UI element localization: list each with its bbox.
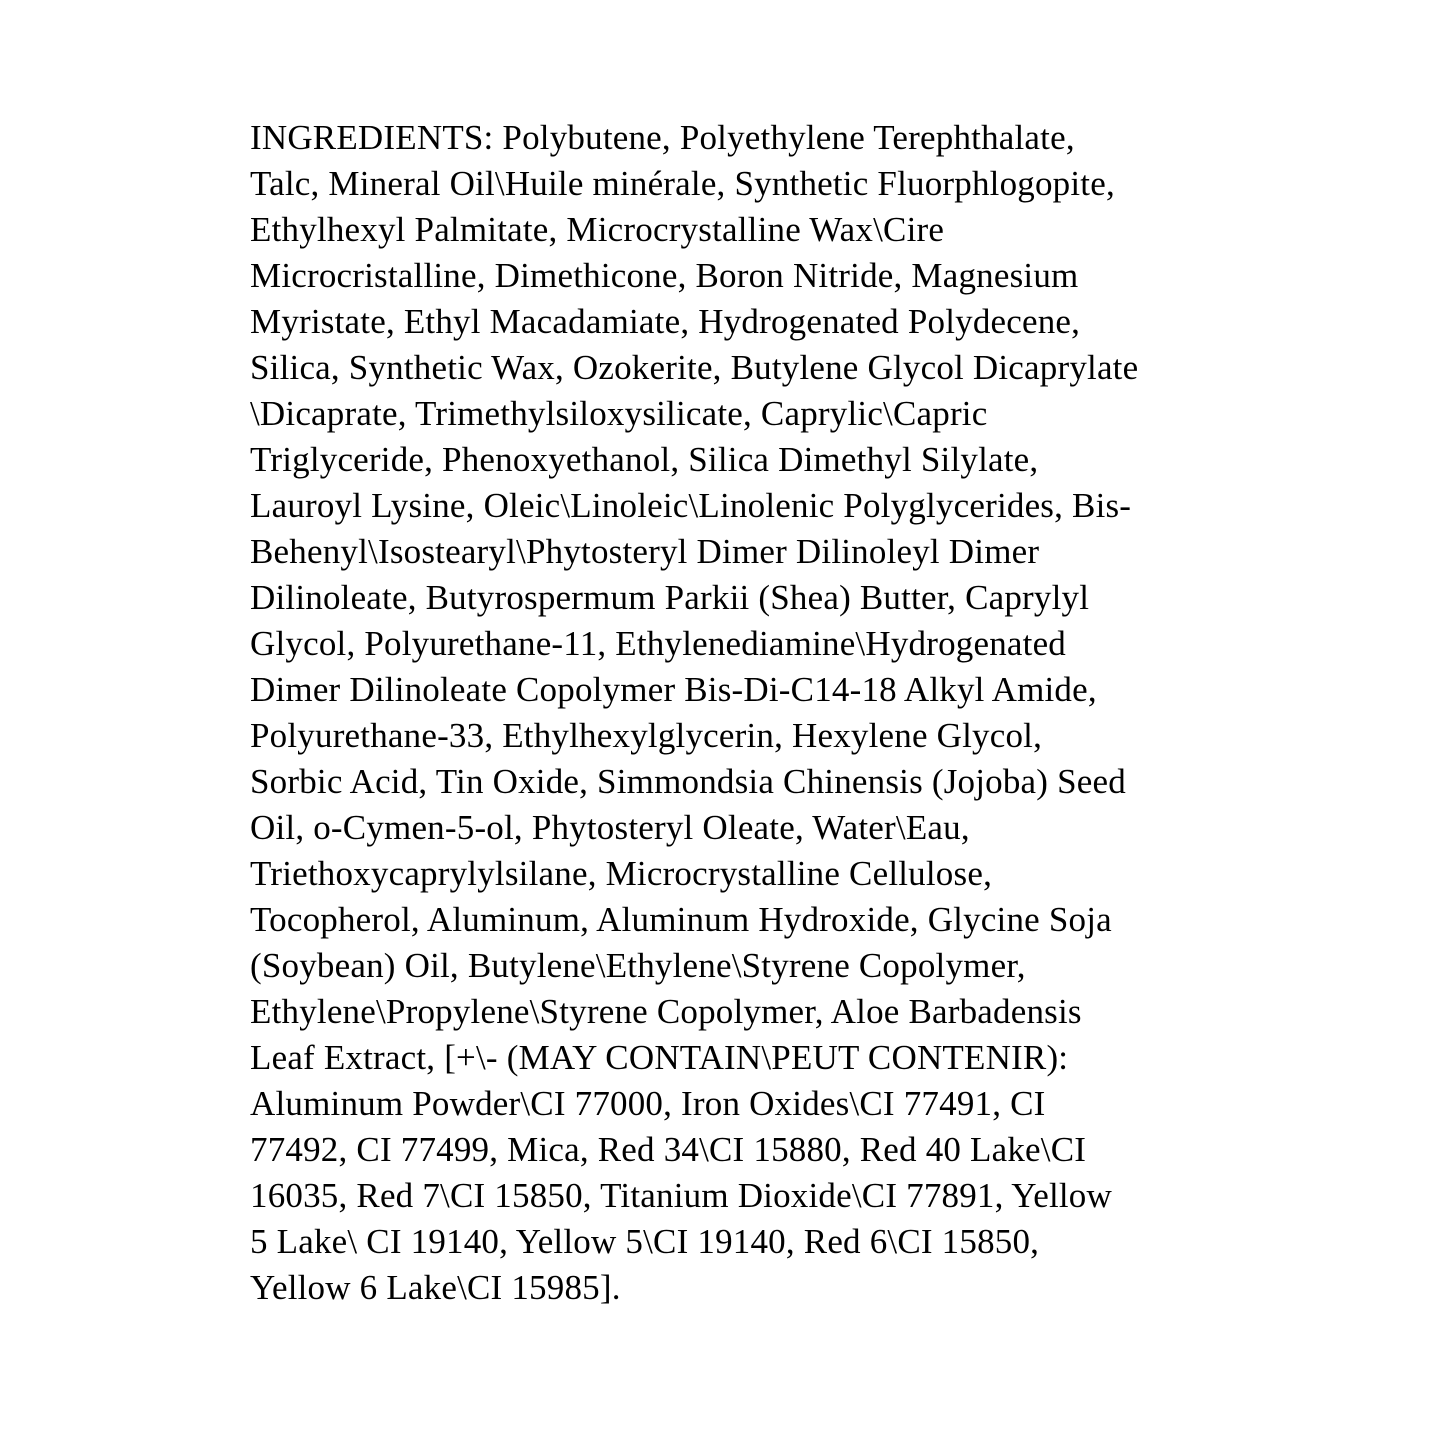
ingredients-line: Polyurethane-33, Ethylhexylglycerin, Hexylene Glycol, [250, 716, 1043, 755]
ingredients-line: Sorbic Acid, Tin Oxide, Simmondsia Chinensis (Jojoba) Seed [250, 762, 1126, 801]
ingredients-line: INGREDIENTS: Polybutene, Polyethylene Terephthalate, [250, 118, 1075, 157]
ingredients-line: Glycol, Polyurethane-11, Ethylenediamine\Hydrogenated [250, 624, 1067, 663]
ingredients-line: Leaf Extract, [+\- (MAY CONTAIN\PEUT CONTENIR): [250, 1038, 1069, 1077]
ingredients-line: Yellow 6 Lake\CI 15985]. [250, 1268, 621, 1307]
ingredients-line: Silica, Synthetic Wax, Ozokerite, Butylene Glycol Dicaprylate [250, 348, 1139, 387]
ingredients-line: Myristate, Ethyl Macadamiate, Hydrogenated Polydecene, [250, 302, 1081, 341]
ingredients-line: \Dicaprate, Trimethylsiloxysilicate, Caprylic\Capric [250, 394, 988, 433]
ingredients-line: Dimer Dilinoleate Copolymer Bis-Di-C14-18 Alkyl Amide, [250, 670, 1097, 709]
ingredients-line: 5 Lake\ CI 19140, Yellow 5\CI 19140, Red 6\CI 15850, [250, 1222, 1040, 1261]
ingredients-line: Dilinoleate, Butyrospermum Parkii (Shea) Butter, Caprylyl [250, 578, 1090, 617]
ingredients-text-block [250, 115, 1250, 1311]
ingredients-line: Ethylhexyl Palmitate, Microcrystalline Wax\Cire [250, 210, 945, 249]
ingredients-line: Triethoxycaprylylsilane, Microcrystalline Cellulose, [250, 854, 993, 893]
ingredients-line: Behenyl\Isostearyl\Phytosteryl Dimer Dilinoleyl Dimer [250, 532, 1040, 571]
ingredients-line: Tocopherol, Aluminum, Aluminum Hydroxide, Glycine Soja [250, 900, 1112, 939]
ingredients-line: Ethylene\Propylene\Styrene Copolymer, Aloe Barbadensis [250, 992, 1082, 1031]
ingredients-line: Aluminum Powder\CI 77000, Iron Oxides\CI 77491, CI [250, 1084, 1046, 1123]
ingredients-line: Talc, Mineral Oil\Huile minérale, Synthetic Fluorphlogopite, [250, 164, 1115, 203]
ingredients-line: Microcristalline, Dimethicone, Boron Nitride, Magnesium [250, 256, 1079, 295]
ingredients-line: 77492, CI 77499, Mica, Red 34\CI 15880, Red 40 Lake\CI [250, 1130, 1087, 1169]
ingredients-line: 16035, Red 7\CI 15850, Titanium Dioxide\CI 77891, Yellow [250, 1176, 1112, 1215]
ingredients-line: Lauroyl Lysine, Oleic\Linoleic\Linolenic Polyglycerides, Bis- [250, 486, 1132, 525]
ingredients-line: Triglyceride, Phenoxyethanol, Silica Dimethyl Silylate, [250, 440, 1039, 479]
ingredients-line: (Soybean) Oil, Butylene\Ethylene\Styrene Copolymer, [250, 946, 1026, 985]
ingredients-line: Oil, o-Cymen-5-ol, Phytosteryl Oleate, Water\Eau, [250, 808, 970, 847]
